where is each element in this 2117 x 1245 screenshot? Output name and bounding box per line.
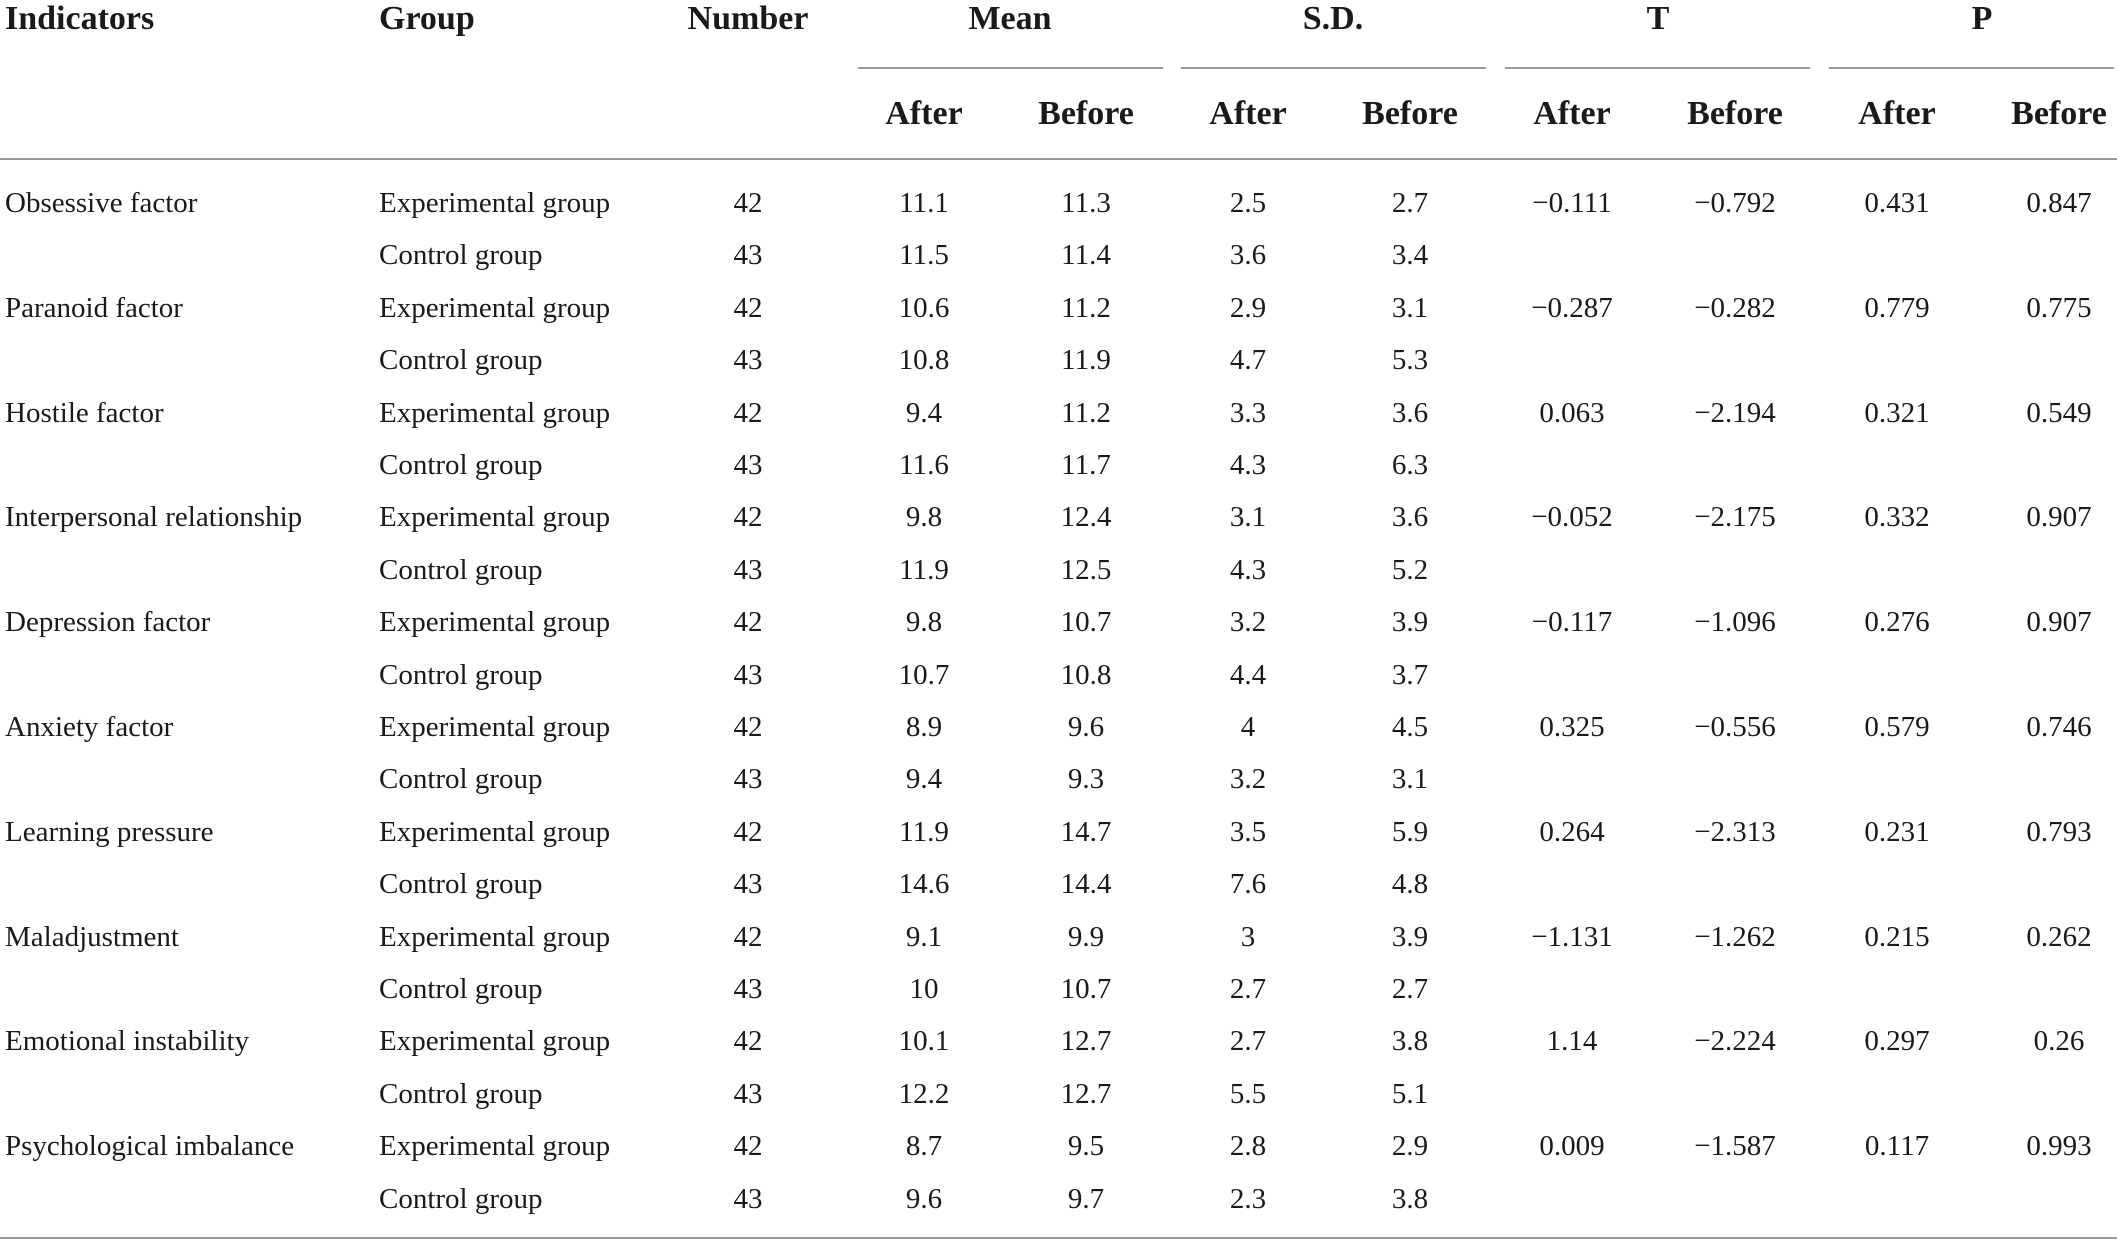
cell-number: 43 bbox=[733, 659, 763, 691]
cell-mean-before: 10.7 bbox=[1060, 973, 1112, 1005]
cell-sd-before: 3.9 bbox=[1391, 606, 1429, 638]
cell-p-before: 0.549 bbox=[2026, 397, 2092, 429]
cell-p-after: 0.779 bbox=[1864, 292, 1930, 324]
cell-group: Experimental group bbox=[379, 397, 611, 429]
cell-mean-before: 9.6 bbox=[1067, 711, 1105, 743]
cell-t-after: 0.325 bbox=[1539, 711, 1605, 743]
cell-p-after: 0.276 bbox=[1864, 606, 1930, 638]
cell-number: 42 bbox=[733, 606, 763, 638]
cell-sd-before: 5.1 bbox=[1391, 1078, 1429, 1110]
subheader-mean-after: After bbox=[885, 95, 963, 132]
cell-sd-after: 3.6 bbox=[1229, 239, 1267, 271]
cell-group: Control group bbox=[379, 868, 543, 900]
cell-number: 42 bbox=[733, 397, 763, 429]
cell-t-before: −0.282 bbox=[1694, 292, 1776, 324]
cell-sd-after: 2.7 bbox=[1229, 973, 1267, 1005]
cell-p-after: 0.321 bbox=[1864, 397, 1930, 429]
mean-span-rule bbox=[858, 67, 1163, 69]
cell-group: Experimental group bbox=[379, 921, 611, 953]
cell-indicator: Depression factor bbox=[5, 606, 211, 638]
cell-mean-before: 12.4 bbox=[1060, 501, 1112, 533]
cell-t-before: −2.194 bbox=[1694, 397, 1776, 429]
cell-group: Experimental group bbox=[379, 1130, 611, 1162]
cell-p-before: 0.746 bbox=[2026, 711, 2092, 743]
cell-number: 42 bbox=[733, 187, 763, 219]
header-t: T bbox=[1646, 0, 1670, 37]
cell-p-after: 0.431 bbox=[1864, 187, 1930, 219]
cell-sd-after: 3 bbox=[1240, 921, 1256, 953]
cell-mean-before: 11.4 bbox=[1061, 239, 1111, 271]
cell-t-after: 1.14 bbox=[1546, 1025, 1598, 1057]
cell-group: Control group bbox=[379, 1183, 543, 1215]
cell-number: 43 bbox=[733, 1183, 763, 1215]
cell-sd-before: 5.3 bbox=[1391, 344, 1429, 376]
cell-p-after: 0.297 bbox=[1864, 1025, 1930, 1057]
cell-t-before: −2.224 bbox=[1694, 1025, 1776, 1057]
cell-mean-before: 12.7 bbox=[1060, 1078, 1112, 1110]
cell-mean-after: 10.8 bbox=[898, 344, 950, 376]
cell-mean-after: 10.6 bbox=[898, 292, 950, 324]
cell-t-before: −1.096 bbox=[1694, 606, 1776, 638]
cell-mean-after: 9.1 bbox=[905, 921, 943, 953]
cell-number: 43 bbox=[733, 763, 763, 795]
cell-mean-after: 9.6 bbox=[905, 1183, 943, 1215]
cell-number: 43 bbox=[733, 554, 763, 586]
cell-sd-before: 3.8 bbox=[1391, 1025, 1429, 1057]
cell-sd-after: 3.5 bbox=[1229, 816, 1267, 848]
cell-t-before: −2.313 bbox=[1694, 816, 1776, 848]
cell-mean-before: 11.2 bbox=[1061, 397, 1111, 429]
cell-t-before: −0.792 bbox=[1694, 187, 1776, 219]
cell-number: 43 bbox=[733, 868, 763, 900]
cell-p-before: 0.26 bbox=[2033, 1025, 2085, 1057]
cell-group: Control group bbox=[379, 554, 543, 586]
cell-sd-before: 3.7 bbox=[1391, 659, 1429, 691]
cell-mean-after: 9.4 bbox=[905, 397, 943, 429]
cell-p-before: 0.775 bbox=[2026, 292, 2092, 324]
header-sd: S.D. bbox=[1302, 0, 1364, 37]
cell-mean-before: 9.9 bbox=[1067, 921, 1105, 953]
cell-t-after: −0.111 bbox=[1532, 187, 1612, 219]
cell-sd-before: 3.9 bbox=[1391, 921, 1429, 953]
cell-group: Control group bbox=[379, 659, 543, 691]
cell-indicator: Paranoid factor bbox=[5, 292, 183, 324]
cell-group: Control group bbox=[379, 449, 543, 481]
subheader-sd-after: After bbox=[1209, 95, 1287, 132]
cell-group: Experimental group bbox=[379, 711, 611, 743]
subheader-t-after: After bbox=[1533, 95, 1611, 132]
cell-mean-before: 10.7 bbox=[1060, 606, 1112, 638]
cell-p-after: 0.579 bbox=[1864, 711, 1930, 743]
cell-t-after: 0.063 bbox=[1539, 397, 1605, 429]
cell-number: 42 bbox=[733, 1130, 763, 1162]
cell-sd-after: 2.7 bbox=[1229, 1025, 1267, 1057]
cell-sd-after: 2.9 bbox=[1229, 292, 1267, 324]
cell-group: Experimental group bbox=[379, 1025, 611, 1057]
cell-sd-before: 6.3 bbox=[1391, 449, 1429, 481]
cell-mean-after: 11.6 bbox=[899, 449, 949, 481]
cell-indicator: Obsessive factor bbox=[5, 187, 198, 219]
cell-t-after: −1.131 bbox=[1531, 921, 1613, 953]
subheader-t-before: Before bbox=[1687, 95, 1783, 132]
subheader-sd-before: Before bbox=[1362, 95, 1458, 132]
cell-mean-before: 9.5 bbox=[1067, 1130, 1105, 1162]
cell-group: Control group bbox=[379, 973, 543, 1005]
cell-group: Experimental group bbox=[379, 606, 611, 638]
cell-number: 43 bbox=[733, 973, 763, 1005]
cell-number: 42 bbox=[733, 921, 763, 953]
cell-mean-after: 11.9 bbox=[899, 554, 949, 586]
cell-indicator: Hostile factor bbox=[5, 397, 164, 429]
cell-indicator: Anxiety factor bbox=[5, 711, 174, 743]
cell-number: 43 bbox=[733, 239, 763, 271]
p-span-rule bbox=[1829, 67, 2114, 69]
cell-sd-before: 4.5 bbox=[1391, 711, 1429, 743]
header-group: Group bbox=[379, 0, 475, 37]
cell-group: Control group bbox=[379, 1078, 543, 1110]
cell-mean-after: 12.2 bbox=[898, 1078, 950, 1110]
cell-mean-after: 10 bbox=[909, 973, 939, 1005]
cell-sd-before: 3.6 bbox=[1391, 397, 1429, 429]
cell-number: 43 bbox=[733, 1078, 763, 1110]
cell-sd-before: 4.8 bbox=[1391, 868, 1429, 900]
cell-sd-after: 4.4 bbox=[1229, 659, 1267, 691]
cell-mean-after: 8.9 bbox=[905, 711, 943, 743]
cell-indicator: Emotional instability bbox=[5, 1025, 250, 1057]
cell-sd-after: 2.5 bbox=[1229, 187, 1267, 219]
table-bottom-rule bbox=[0, 1237, 2117, 1239]
cell-group: Experimental group bbox=[379, 187, 611, 219]
cell-mean-after: 9.8 bbox=[905, 501, 943, 533]
cell-indicator: Psychological imbalance bbox=[5, 1130, 295, 1162]
cell-sd-before: 2.7 bbox=[1391, 187, 1429, 219]
cell-number: 42 bbox=[733, 501, 763, 533]
cell-mean-after: 14.6 bbox=[898, 868, 950, 900]
cell-mean-after: 8.7 bbox=[905, 1130, 943, 1162]
cell-t-after: −0.117 bbox=[1531, 606, 1613, 638]
cell-number: 43 bbox=[733, 344, 763, 376]
cell-mean-before: 12.5 bbox=[1060, 554, 1112, 586]
cell-number: 42 bbox=[733, 816, 763, 848]
cell-number: 43 bbox=[733, 449, 763, 481]
cell-number: 42 bbox=[733, 292, 763, 324]
cell-group: Experimental group bbox=[379, 501, 611, 533]
cell-indicator: Learning pressure bbox=[5, 816, 214, 848]
cell-group: Control group bbox=[379, 239, 543, 271]
cell-sd-before: 2.7 bbox=[1391, 973, 1429, 1005]
cell-t-before: −0.556 bbox=[1694, 711, 1776, 743]
cell-sd-after: 3.2 bbox=[1229, 606, 1267, 638]
cell-p-after: 0.332 bbox=[1864, 501, 1930, 533]
subheader-p-before: Before bbox=[2011, 95, 2107, 132]
cell-mean-before: 14.7 bbox=[1060, 816, 1112, 848]
cell-mean-before: 11.9 bbox=[1061, 344, 1111, 376]
cell-sd-after: 2.3 bbox=[1229, 1183, 1267, 1215]
cell-sd-before: 5.9 bbox=[1391, 816, 1429, 848]
cell-t-after: 0.009 bbox=[1539, 1130, 1605, 1162]
cell-p-before: 0.907 bbox=[2026, 501, 2092, 533]
header-indicators: Indicators bbox=[5, 0, 155, 37]
cell-mean-before: 11.7 bbox=[1061, 449, 1111, 481]
sd-span-rule bbox=[1181, 67, 1486, 69]
cell-mean-after: 9.8 bbox=[905, 606, 943, 638]
header-bottom-rule bbox=[0, 158, 2117, 160]
cell-p-after: 0.231 bbox=[1864, 816, 1930, 848]
cell-number: 42 bbox=[733, 1025, 763, 1057]
header-mean: Mean bbox=[968, 0, 1052, 37]
cell-p-before: 0.907 bbox=[2026, 606, 2092, 638]
cell-mean-before: 14.4 bbox=[1060, 868, 1112, 900]
cell-sd-after: 3.3 bbox=[1229, 397, 1267, 429]
cell-sd-after: 4.3 bbox=[1229, 449, 1267, 481]
header-number: Number bbox=[687, 0, 809, 37]
cell-sd-after: 5.5 bbox=[1229, 1078, 1267, 1110]
cell-mean-after: 9.4 bbox=[905, 763, 943, 795]
cell-p-before: 0.847 bbox=[2026, 187, 2092, 219]
cell-mean-before: 10.8 bbox=[1060, 659, 1112, 691]
cell-sd-before: 3.1 bbox=[1391, 292, 1429, 324]
cell-mean-after: 10.7 bbox=[898, 659, 950, 691]
cell-sd-after: 3.2 bbox=[1229, 763, 1267, 795]
cell-t-before: −1.587 bbox=[1694, 1130, 1776, 1162]
header-p: P bbox=[1971, 0, 1993, 37]
cell-mean-after: 10.1 bbox=[898, 1025, 950, 1057]
cell-sd-after: 3.1 bbox=[1229, 501, 1267, 533]
cell-indicator: Interpersonal relationship bbox=[5, 501, 303, 533]
cell-mean-after: 11.5 bbox=[899, 239, 949, 271]
cell-t-after: 0.264 bbox=[1539, 816, 1605, 848]
cell-group: Control group bbox=[379, 763, 543, 795]
t-span-rule bbox=[1505, 67, 1810, 69]
cell-mean-after: 11.9 bbox=[899, 816, 949, 848]
cell-mean-before: 9.3 bbox=[1067, 763, 1105, 795]
cell-sd-after: 4 bbox=[1240, 711, 1256, 743]
cell-sd-before: 5.2 bbox=[1391, 554, 1429, 586]
cell-sd-after: 2.8 bbox=[1229, 1130, 1267, 1162]
cell-p-before: 0.993 bbox=[2026, 1130, 2092, 1162]
cell-sd-before: 3.4 bbox=[1391, 239, 1429, 271]
cell-indicator: Maladjustment bbox=[5, 921, 179, 953]
cell-group: Experimental group bbox=[379, 816, 611, 848]
cell-p-after: 0.215 bbox=[1864, 921, 1930, 953]
cell-t-before: −2.175 bbox=[1694, 501, 1776, 533]
cell-sd-before: 3.6 bbox=[1391, 501, 1429, 533]
cell-p-before: 0.793 bbox=[2026, 816, 2092, 848]
cell-p-after: 0.117 bbox=[1864, 1130, 1930, 1162]
cell-sd-before: 3.8 bbox=[1391, 1183, 1429, 1215]
cell-group: Control group bbox=[379, 344, 543, 376]
cell-p-before: 0.262 bbox=[2026, 921, 2092, 953]
cell-t-before: −1.262 bbox=[1694, 921, 1776, 953]
subheader-mean-before: Before bbox=[1038, 95, 1134, 132]
cell-sd-before: 3.1 bbox=[1391, 763, 1429, 795]
cell-mean-before: 11.3 bbox=[1061, 187, 1111, 219]
cell-mean-before: 12.7 bbox=[1060, 1025, 1112, 1057]
cell-mean-before: 9.7 bbox=[1067, 1183, 1105, 1215]
cell-mean-after: 11.1 bbox=[899, 187, 949, 219]
cell-t-after: −0.052 bbox=[1531, 501, 1613, 533]
cell-t-after: −0.287 bbox=[1531, 292, 1613, 324]
cell-sd-after: 7.6 bbox=[1229, 868, 1267, 900]
cell-mean-before: 11.2 bbox=[1061, 292, 1111, 324]
subheader-p-after: After bbox=[1858, 95, 1936, 132]
cell-sd-after: 4.3 bbox=[1229, 554, 1267, 586]
cell-sd-before: 2.9 bbox=[1391, 1130, 1429, 1162]
cell-group: Experimental group bbox=[379, 292, 611, 324]
cell-sd-after: 4.7 bbox=[1229, 344, 1267, 376]
cell-number: 42 bbox=[733, 711, 763, 743]
